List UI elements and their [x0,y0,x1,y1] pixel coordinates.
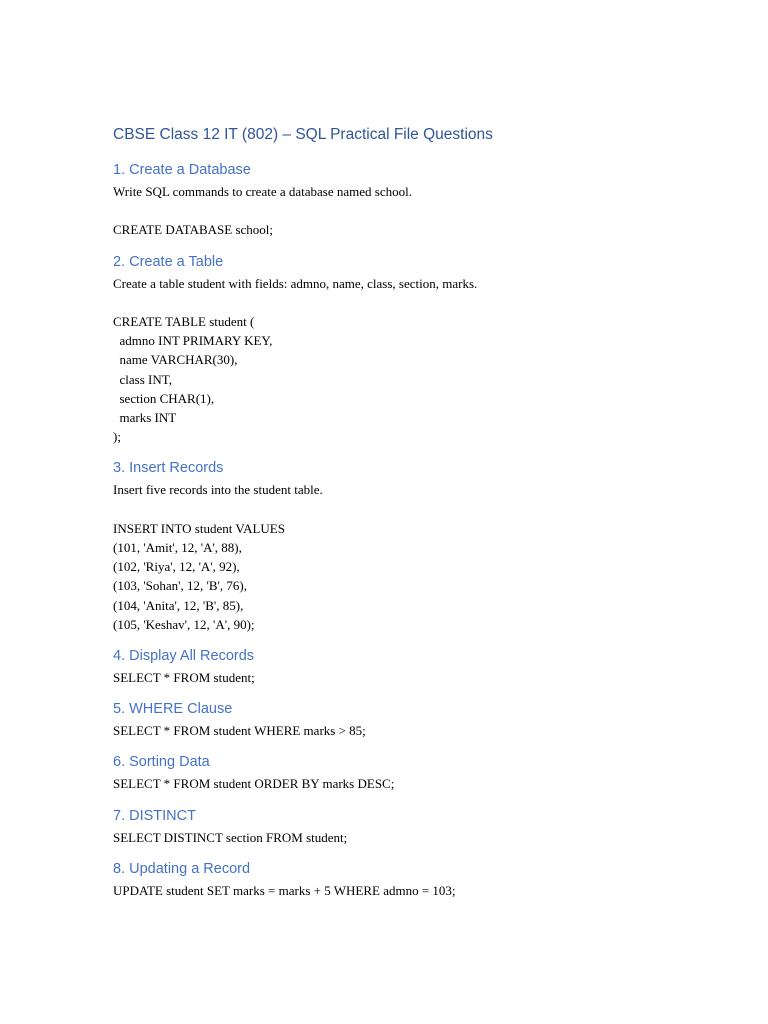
code-line: (101, 'Amit', 12, 'A', 88), [113,540,242,555]
section-heading: 2. Create a Table [113,253,224,270]
code-line: CREATE TABLE student ( [113,313,255,329]
code-line: SELECT * FROM student WHERE marks > 85; [113,723,366,739]
section-heading: 3. Insert Records [113,460,224,477]
code-line: (105, 'Keshav', 12, 'A', 90); [113,616,255,632]
section-spacer [113,687,713,699]
document-page [113,124,713,900]
section-description: Write SQL commands to create a database named school. [113,184,412,199]
code-line: SELECT * FROM student ORDER BY marks DESC; [113,776,395,792]
code-line: SELECT DISTINCT section FROM student; [113,829,348,845]
section-spacer [113,847,713,859]
section-description: Insert five records into the student table. [113,482,323,498]
code-line: section CHAR(1), [113,390,215,406]
section-heading: 1. Create a Database [113,162,251,178]
section-heading: 7. DISTINCT [113,807,196,824]
section-distinct [113,806,713,859]
section-spacer [113,740,713,752]
code-line: UPDATE student SET marks = marks + 5 WHERE admno = 103; [113,882,456,898]
code-line: (102, 'Riya', 12, 'A', 92), [113,559,240,575]
code-line: marks INT [113,410,177,425]
code-line: (103, 'Sohan', 12, 'B', 76), [113,578,247,594]
section-create-database [113,160,713,252]
document-title: CBSE Class 12 IT (802) – SQL Practical File Questions [113,126,493,143]
code-line: name VARCHAR(30), [113,352,238,368]
section-insert-records [113,458,713,646]
code-line: CREATE DATABASE school; [113,222,274,238]
section-description: Create a table student with fields: admno, name, class, section, marks. [113,275,478,291]
section-heading: 6. Sorting Data [113,754,210,771]
blank-line [113,201,713,220]
section-display-all [113,646,713,699]
code-line: SELECT * FROM student; [113,670,255,686]
section-heading: 4. Display All Records [113,648,255,665]
code-line: INSERT INTO student VALUES [113,520,285,536]
section-heading: 8. Updating a Record [113,860,251,877]
blank-line [113,500,713,519]
section-updating-record [113,859,713,900]
section-spacer [113,446,713,458]
section-spacer [113,240,713,252]
code-line: ); [113,429,121,445]
code-line: (104, 'Anita', 12, 'B', 85), [113,597,244,613]
code-line: admno INT PRIMARY KEY, [113,333,273,349]
code-line: class INT, [113,371,172,387]
section-spacer [113,634,713,646]
section-heading: 5. WHERE Clause [113,701,233,718]
section-spacer [113,794,713,806]
section-where-clause [113,699,713,752]
section-create-table [113,252,713,459]
section-sorting-data [113,752,713,805]
blank-line [113,293,713,312]
